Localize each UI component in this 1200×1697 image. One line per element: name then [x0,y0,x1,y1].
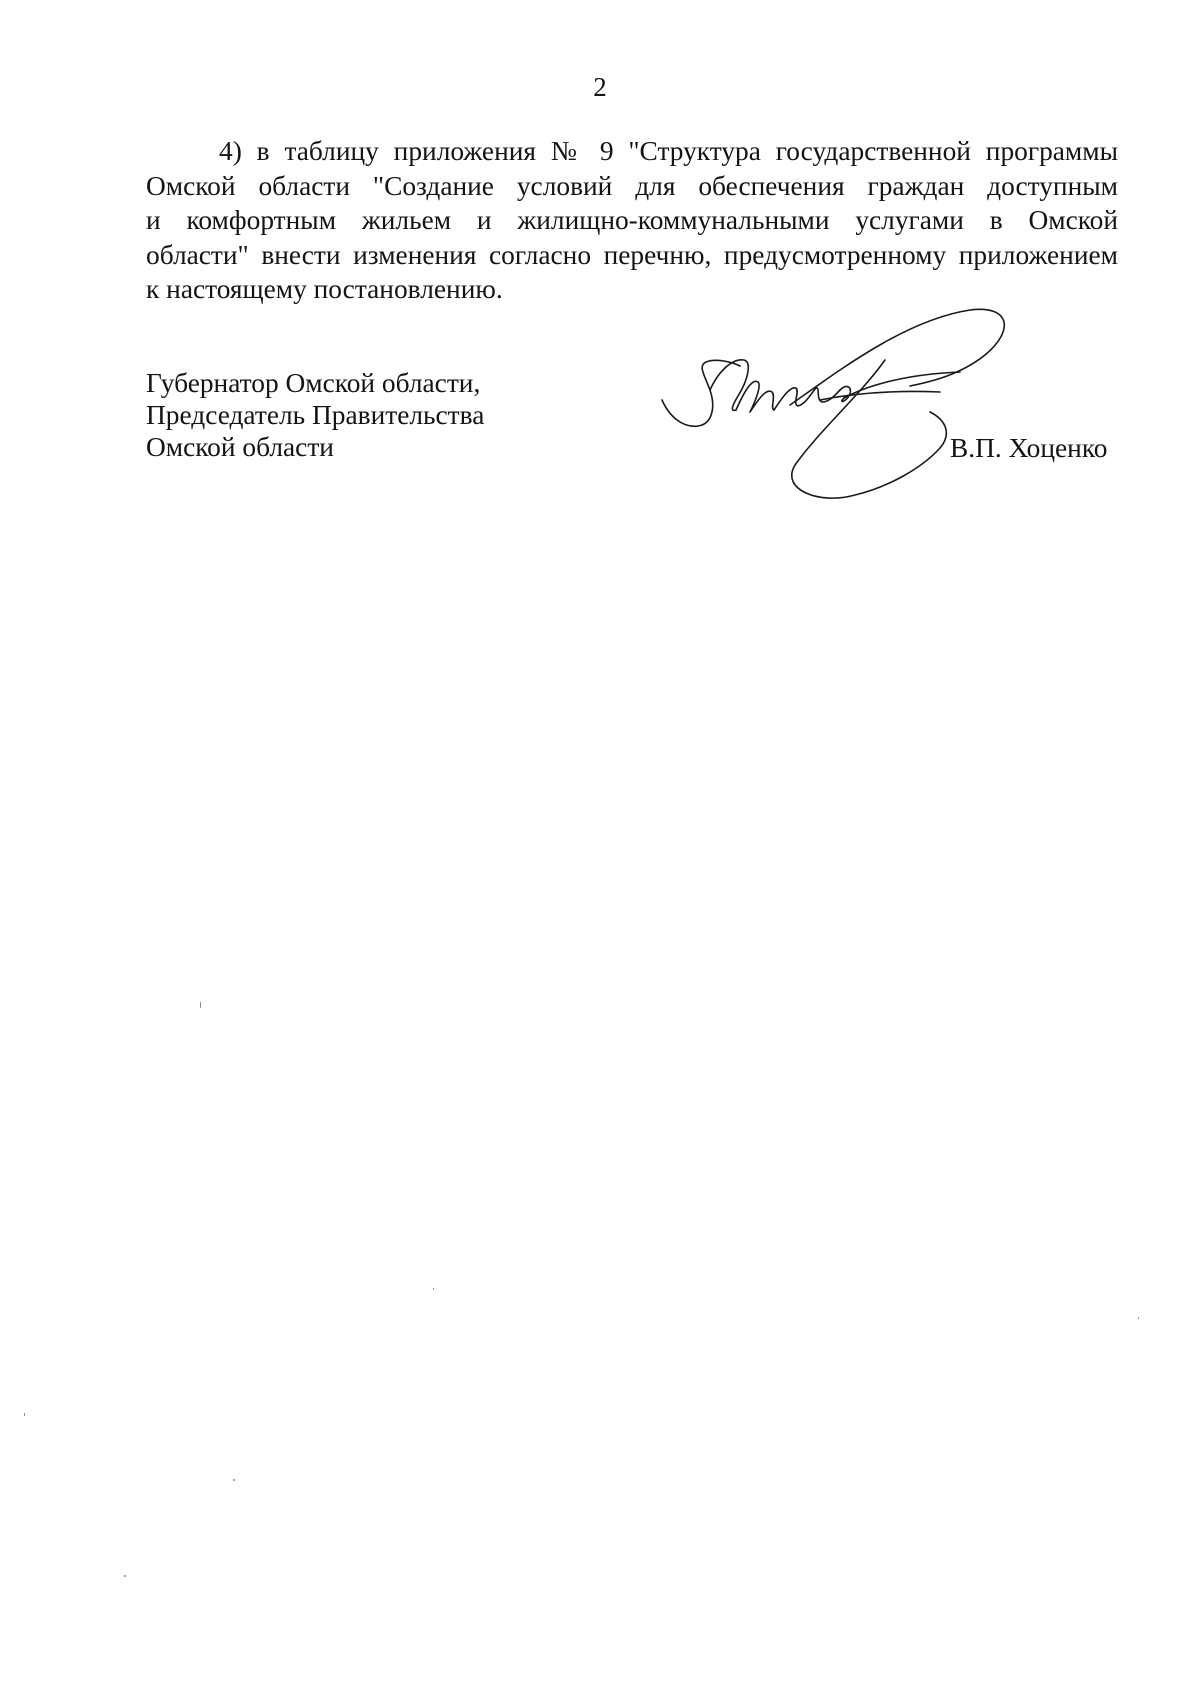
scan-speck [1138,1317,1139,1319]
handwritten-signature [640,300,1080,520]
scan-speck [200,1002,201,1008]
signature-stroke [710,360,748,411]
page-number: 2 [593,72,607,102]
signatory-title [146,367,484,463]
paragraph-item-4 [146,134,1118,307]
paragraph-line: Омской области "Создание условий для обеспечения граждан доступным [146,170,1118,201]
scan-speck [433,1288,434,1290]
scan-speck [124,1575,126,1577]
scan-speck [24,1413,25,1416]
paragraph-line: и комфортным жильем и жилищно-коммунальными услугами в Омской [146,205,1118,235]
signature-stroke [790,309,1004,405]
signatory-title-line: Губернатор Омской области, [146,368,481,398]
scan-speck [233,1479,235,1481]
paragraph-line: области" внести изменения согласно перечню, предусмотренному приложением [146,239,1118,270]
signature-stroke [662,360,740,426]
signatory-title-line: Председатель Правительства [146,400,485,430]
signature-stroke [792,360,947,498]
signature-stroke [840,387,850,402]
signer-name: В.П. Хоценко [950,433,1108,463]
signature-stroke [736,381,774,412]
signatory-title-line: Омской области [146,432,334,462]
paragraph-line: 4) в таблицу приложения № 9 "Структура государственной программы [219,136,1118,166]
paragraph-line: к настоящему постановлению. [146,274,503,304]
